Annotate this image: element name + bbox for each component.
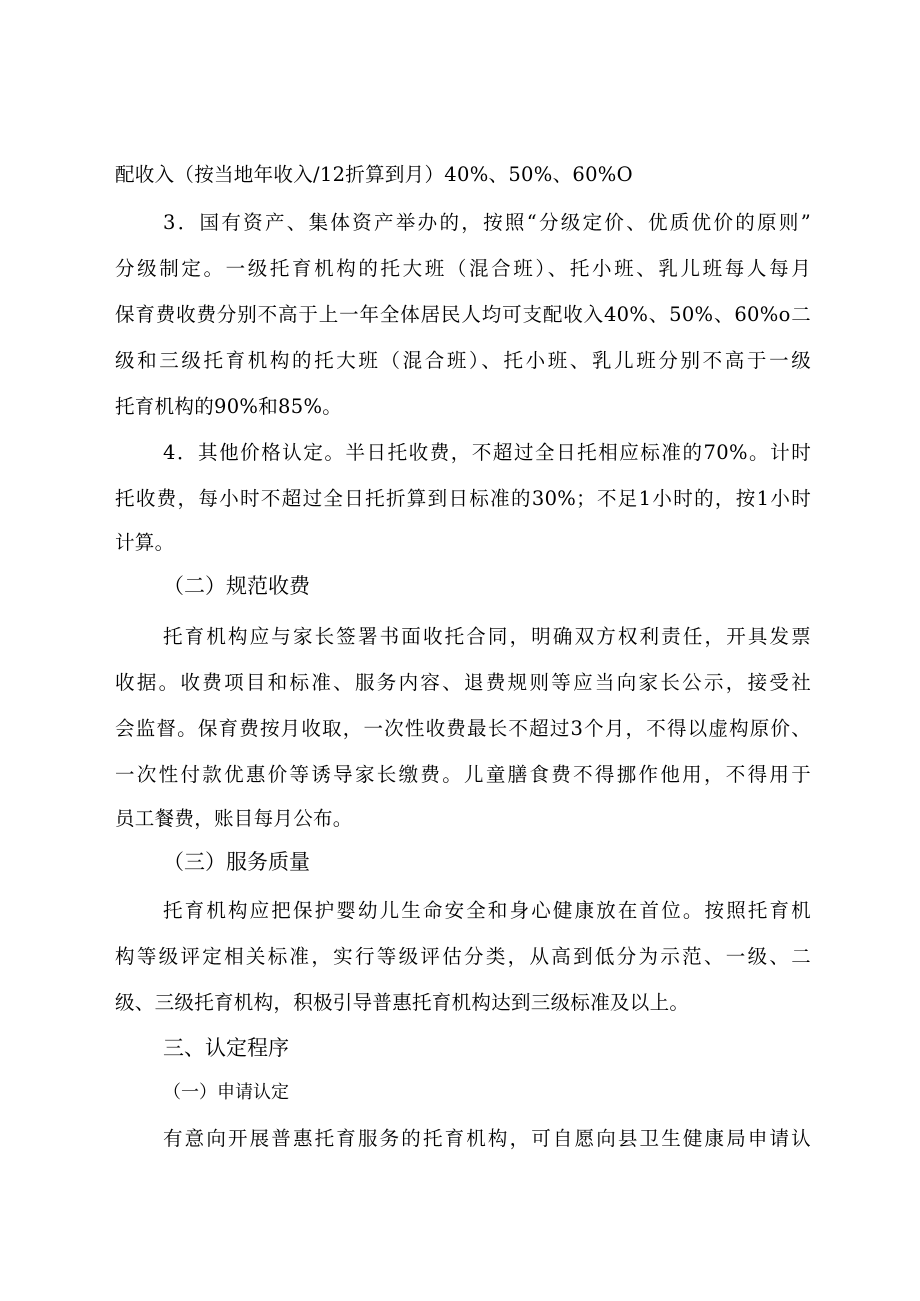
paragraph-line: 会监督。保育费按月收取，一次性收费最长不超过3个月，不得以虚构原价、 [115, 717, 811, 740]
paragraph-line: 级、三级托育机构，积极引导普惠托育机构达到三级标准及以上。 [115, 991, 690, 1014]
paragraph-line: 托育机构的90%和85%。 [115, 395, 343, 418]
paragraph-line: 收据。收费项目和标准、服务内容、退费规则等应当向家长公示，接受社 [115, 671, 811, 694]
paragraph-line: 保育费收费分别不高于上一年全体居民人均可支配收入40%、50%、60%o二 [115, 303, 811, 326]
paragraph-line: 计算。 [115, 531, 175, 554]
section-heading-quality: （三）服务质量 [163, 850, 310, 874]
paragraph-line: 配收入（按当地年收入/12折算到月）40%、50%、60%O [115, 163, 633, 186]
paragraph-line: 级和三级托育机构的托大班（混合班）、托小班、乳儿班分别不高于一级 [115, 349, 811, 372]
paragraph-line: 构等级评定相关标准，实行等级评估分类，从高到低分为示范、一级、二 [115, 945, 811, 968]
section-heading-fees: （二）规范收费 [163, 574, 310, 598]
paragraph-line: 员工餐费，账目每月公布。 [115, 807, 353, 830]
paragraph-line: 托育机构应与家长签署书面收托合同，明确双方权利责任，开具发票 [163, 625, 811, 648]
paragraph-line: 有意向开展普惠托育服务的托育机构，可自愿向县卫生健康局申请认 [163, 1127, 811, 1150]
paragraph-line: 托收费，每小时不超过全日托折算到日标准的30%；不足1小时的，按1小时 [115, 487, 811, 510]
paragraph-line: 4．其他价格认定。半日托收费，不超过全日托相应标准的70%。计时 [163, 441, 811, 464]
paragraph-line: 3．国有资产、集体资产举办的，按照“分级定价、优质优价的原则” [163, 211, 811, 234]
paragraph-line: 一次性付款优惠价等诱导家长缴费。儿童膳食费不得挪作他用，不得用于 [115, 763, 811, 786]
paragraph-line: 托育机构应把保护婴幼儿生命安全和身心健康放在首位。按照托育机 [163, 899, 811, 922]
section-heading-procedure: 三、认定程序 [163, 1036, 289, 1060]
paragraph-line: 分级制定。一级托育机构的托大班（混合班）、托小班、乳儿班每人每月 [115, 257, 811, 280]
subsection-heading-application: （一）申请认定 [163, 1082, 289, 1103]
